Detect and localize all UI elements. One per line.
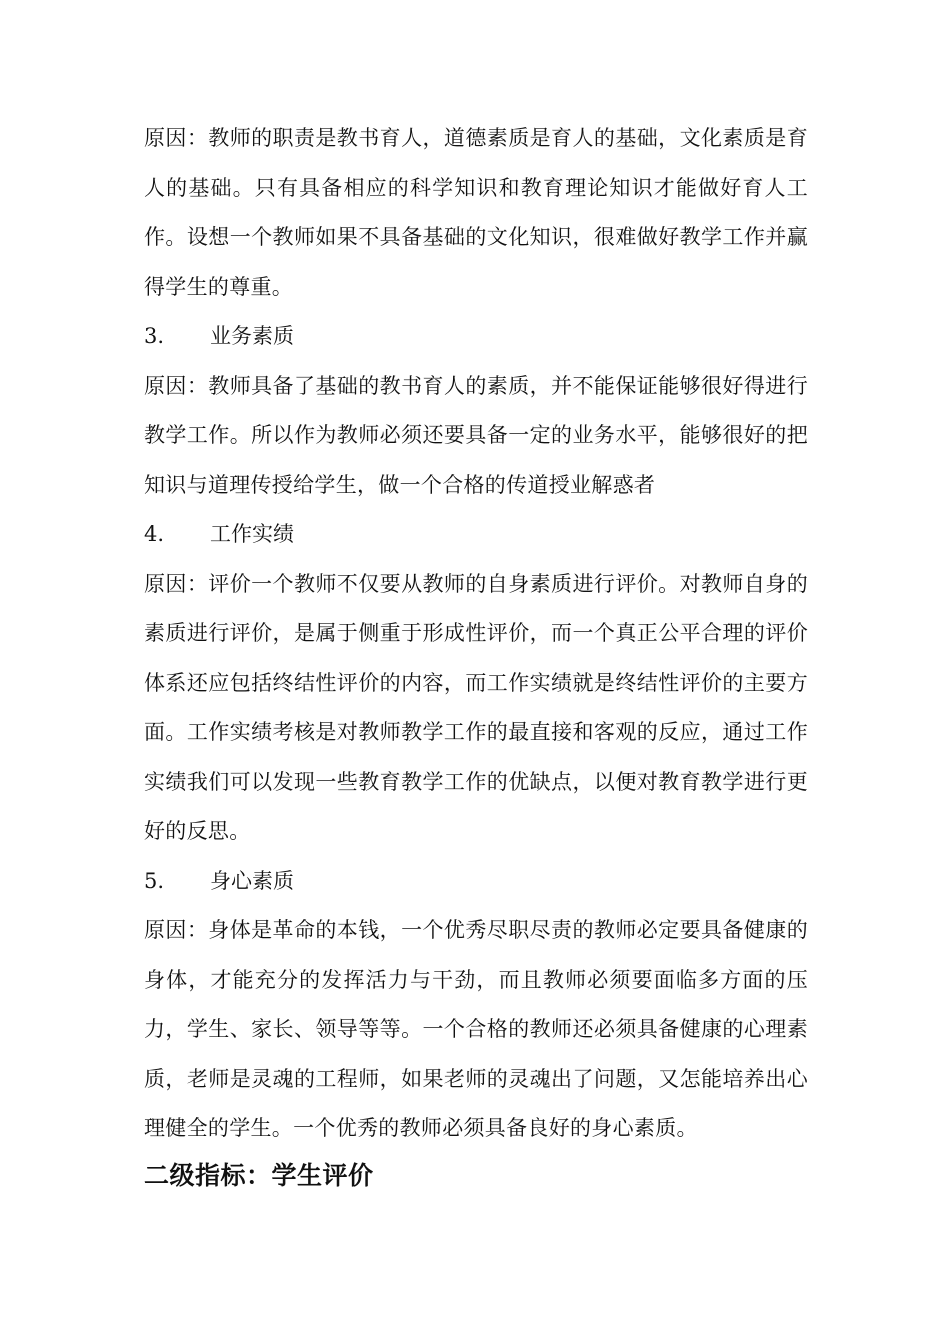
paragraph-culture-reason: 原因：教师的职责是教书育人，道德素质是育人的基础，文化素质是育人的基础。只有具备相应的科学知识和教育理论知识才能做好育人工作。设想一个教师如果不具备基础的文化知识，很难做好教学工作并赢得学生的尊重。 — [144, 126, 808, 299]
list-number: 4. — [144, 522, 165, 546]
list-item-title: 业务素质 — [210, 324, 294, 348]
list-item-5 — [144, 857, 808, 907]
list-item-4 — [144, 510, 808, 560]
list-number: 3. — [144, 324, 165, 348]
paragraph-performance-reason: 原因：评价一个教师不仅要从教师的自身素质进行评价。对教师自身的素质进行评价，是属于侧重于形成性评价，而一个真正公平合理的评价体系还应包括终结性评价的内容，而工作实绩就是终结性评价的主要方面。工作实绩考核是对教师教学工作的最直接和客观的反应，通过工作实绩我们可以发现一些教育教学工作的优缺点，以便对教育教学进行更好的反思。 — [144, 571, 808, 843]
list-number: 5. — [144, 868, 165, 893]
list-item-3 — [144, 312, 808, 362]
section-heading: 二级指标：学生评价 — [144, 1160, 374, 1190]
paragraph-business-reason: 原因：教师具备了基础的教书育人的素质，并不能保证能够很好得进行教学工作。所以作为教师必须还要具备一定的业务水平，能够很好的把知识与道理传授给学生，做一个合格的传道授业解惑者 — [144, 373, 808, 497]
list-item-title: 身心素质 — [210, 868, 294, 893]
list-item-title: 工作实绩 — [210, 522, 294, 546]
paragraph-health-reason: 原因：身体是革命的本钱，一个优秀尽职尽责的教师必定要具备健康的身体，才能充分的发挥活力与干劲，而且教师必须要面临多方面的压力，学生、家长、领导等等。一个合格的教师还必须具备健康的心理素质，老师是灵魂的工程师，如果老师的灵魂出了问题，又怎能培养出心理健全的学生。一个优秀的教师必须具备良好的身心素质。 — [144, 918, 808, 1140]
document-page — [144, 114, 808, 1198]
